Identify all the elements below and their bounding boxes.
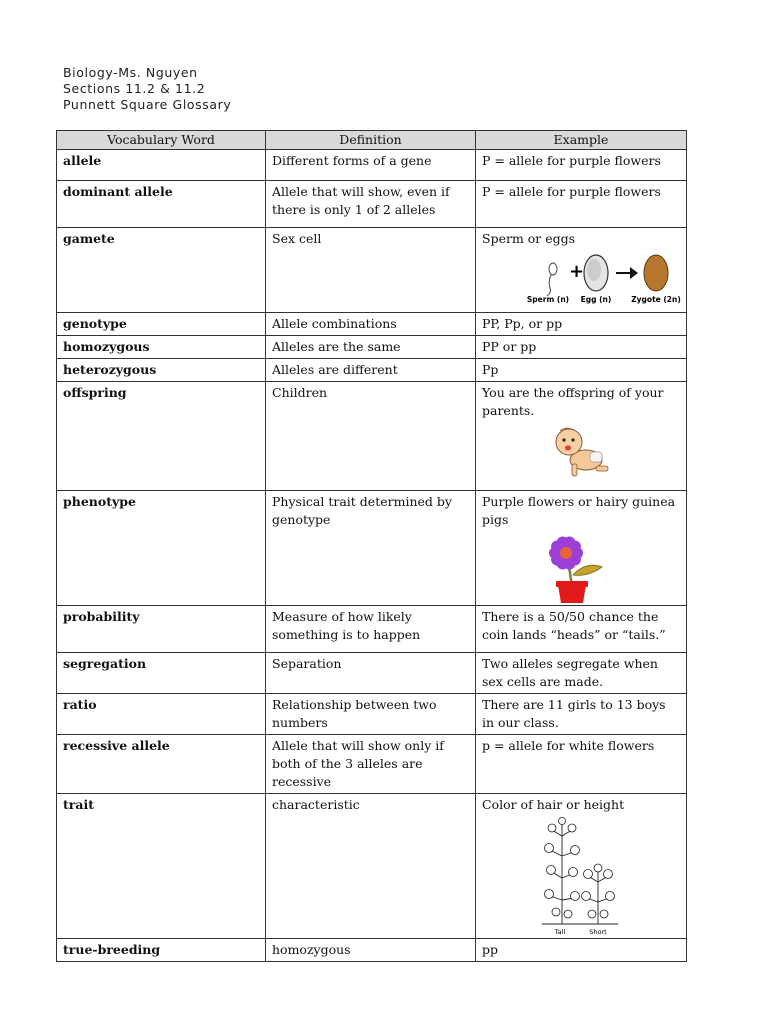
sections-line: Sections 11.2 & 11.2 [63, 81, 206, 96]
table-row [57, 359, 687, 382]
vocab-word: homozygous [57, 336, 266, 359]
document-header [63, 65, 231, 113]
vocab-word: probability [57, 606, 266, 653]
example-cell: PP, Pp, or pp [476, 313, 687, 336]
vocab-word: ratio [57, 694, 266, 735]
column-header-example: Example [476, 131, 687, 150]
example-cell [476, 491, 687, 606]
example-cell: Two alleles segregate when sex cells are made. [476, 653, 687, 694]
table-row [57, 653, 687, 694]
zygote-label: Zygote (2n) [631, 295, 681, 304]
definition-cell: Allele combinations [266, 313, 476, 336]
definition-cell: Allele that will show only if both of the 3 alleles are recessive [266, 735, 476, 794]
table-row [57, 313, 687, 336]
plus-icon: + [569, 261, 585, 282]
fertilization-illustration [504, 250, 681, 304]
example-cell [476, 228, 687, 313]
table-header-row [57, 131, 687, 150]
table-row [57, 336, 687, 359]
vocab-word: offspring [57, 382, 266, 491]
vocab-word: phenotype [57, 491, 266, 606]
definition-cell: Alleles are different [266, 359, 476, 382]
example-cell: PP or pp [476, 336, 687, 359]
example-cell: p = allele for white flowers [476, 735, 687, 794]
table-row [57, 735, 687, 794]
table-row [57, 181, 687, 228]
example-cell [476, 794, 687, 939]
egg-label: Egg (n) [580, 295, 612, 304]
vocab-word: gamete [57, 228, 266, 313]
example-cell: P = allele for purple flowers [476, 150, 687, 181]
definition-cell: Different forms of a gene [266, 150, 476, 181]
vocab-word: segregation [57, 653, 266, 694]
definition-cell: Physical trait determined by genotype [266, 491, 476, 606]
example-cell: There are 11 girls to 13 boys in our class. [476, 694, 687, 735]
vocab-word: recessive allele [57, 735, 266, 794]
short-label: Short [589, 928, 607, 936]
glossary-title: Punnett Square Glossary [63, 97, 232, 112]
example-cell: Pp [476, 359, 687, 382]
vocab-word: dominant allele [57, 181, 266, 228]
vocab-word: allele [57, 150, 266, 181]
example-cell: pp [476, 939, 687, 962]
sperm-icon [547, 263, 557, 296]
definition-cell: Separation [266, 653, 476, 694]
example-text: Color of hair or height [482, 797, 625, 812]
vocab-word: true-breeding [57, 939, 266, 962]
example-cell: P = allele for purple flowers [476, 181, 687, 228]
example-cell [476, 382, 687, 491]
definition-cell: Allele that will show, even if there is only 1 of 2 alleles [266, 181, 476, 228]
example-text: You are the offspring of your parents. [482, 385, 664, 418]
example-text: Purple flowers or hairy guinea pigs [482, 494, 676, 527]
definition-cell: Sex cell [266, 228, 476, 313]
column-header-vocabulary: Vocabulary Word [57, 131, 266, 150]
table-row [57, 694, 687, 735]
table-row [57, 939, 687, 962]
vocab-word: trait [57, 794, 266, 939]
definition-cell: characteristic [266, 794, 476, 939]
flower-pot-illustration [546, 531, 616, 603]
table-row [57, 382, 687, 491]
arrow-icon [616, 267, 638, 279]
table-row [57, 150, 687, 181]
definition-cell: Relationship between two numbers [266, 694, 476, 735]
table-row [57, 794, 687, 939]
example-text: Sperm or eggs [482, 231, 576, 246]
definition-cell: homozygous [266, 939, 476, 962]
table-row [57, 606, 687, 653]
sperm-label: Sperm (n) [526, 295, 570, 304]
egg-icon [584, 255, 608, 291]
zygote-icon [644, 255, 668, 291]
definition-cell: Children [266, 382, 476, 491]
table-row [57, 491, 687, 606]
definition-cell: Alleles are the same [266, 336, 476, 359]
vocab-word: heterozygous [57, 359, 266, 382]
table-row [57, 228, 687, 313]
course-title: Biology-Ms. Nguyen [63, 65, 198, 80]
plant-height-illustration [540, 816, 620, 936]
definition-cell: Measure of how likely something is to happen [266, 606, 476, 653]
glossary-table [56, 130, 687, 962]
vocab-word: genotype [57, 313, 266, 336]
baby-illustration [552, 422, 612, 480]
tall-label: Tall [554, 928, 566, 936]
example-cell: There is a 50/50 chance the coin lands “heads” or “tails.” [476, 606, 687, 653]
column-header-definition: Definition [266, 131, 476, 150]
